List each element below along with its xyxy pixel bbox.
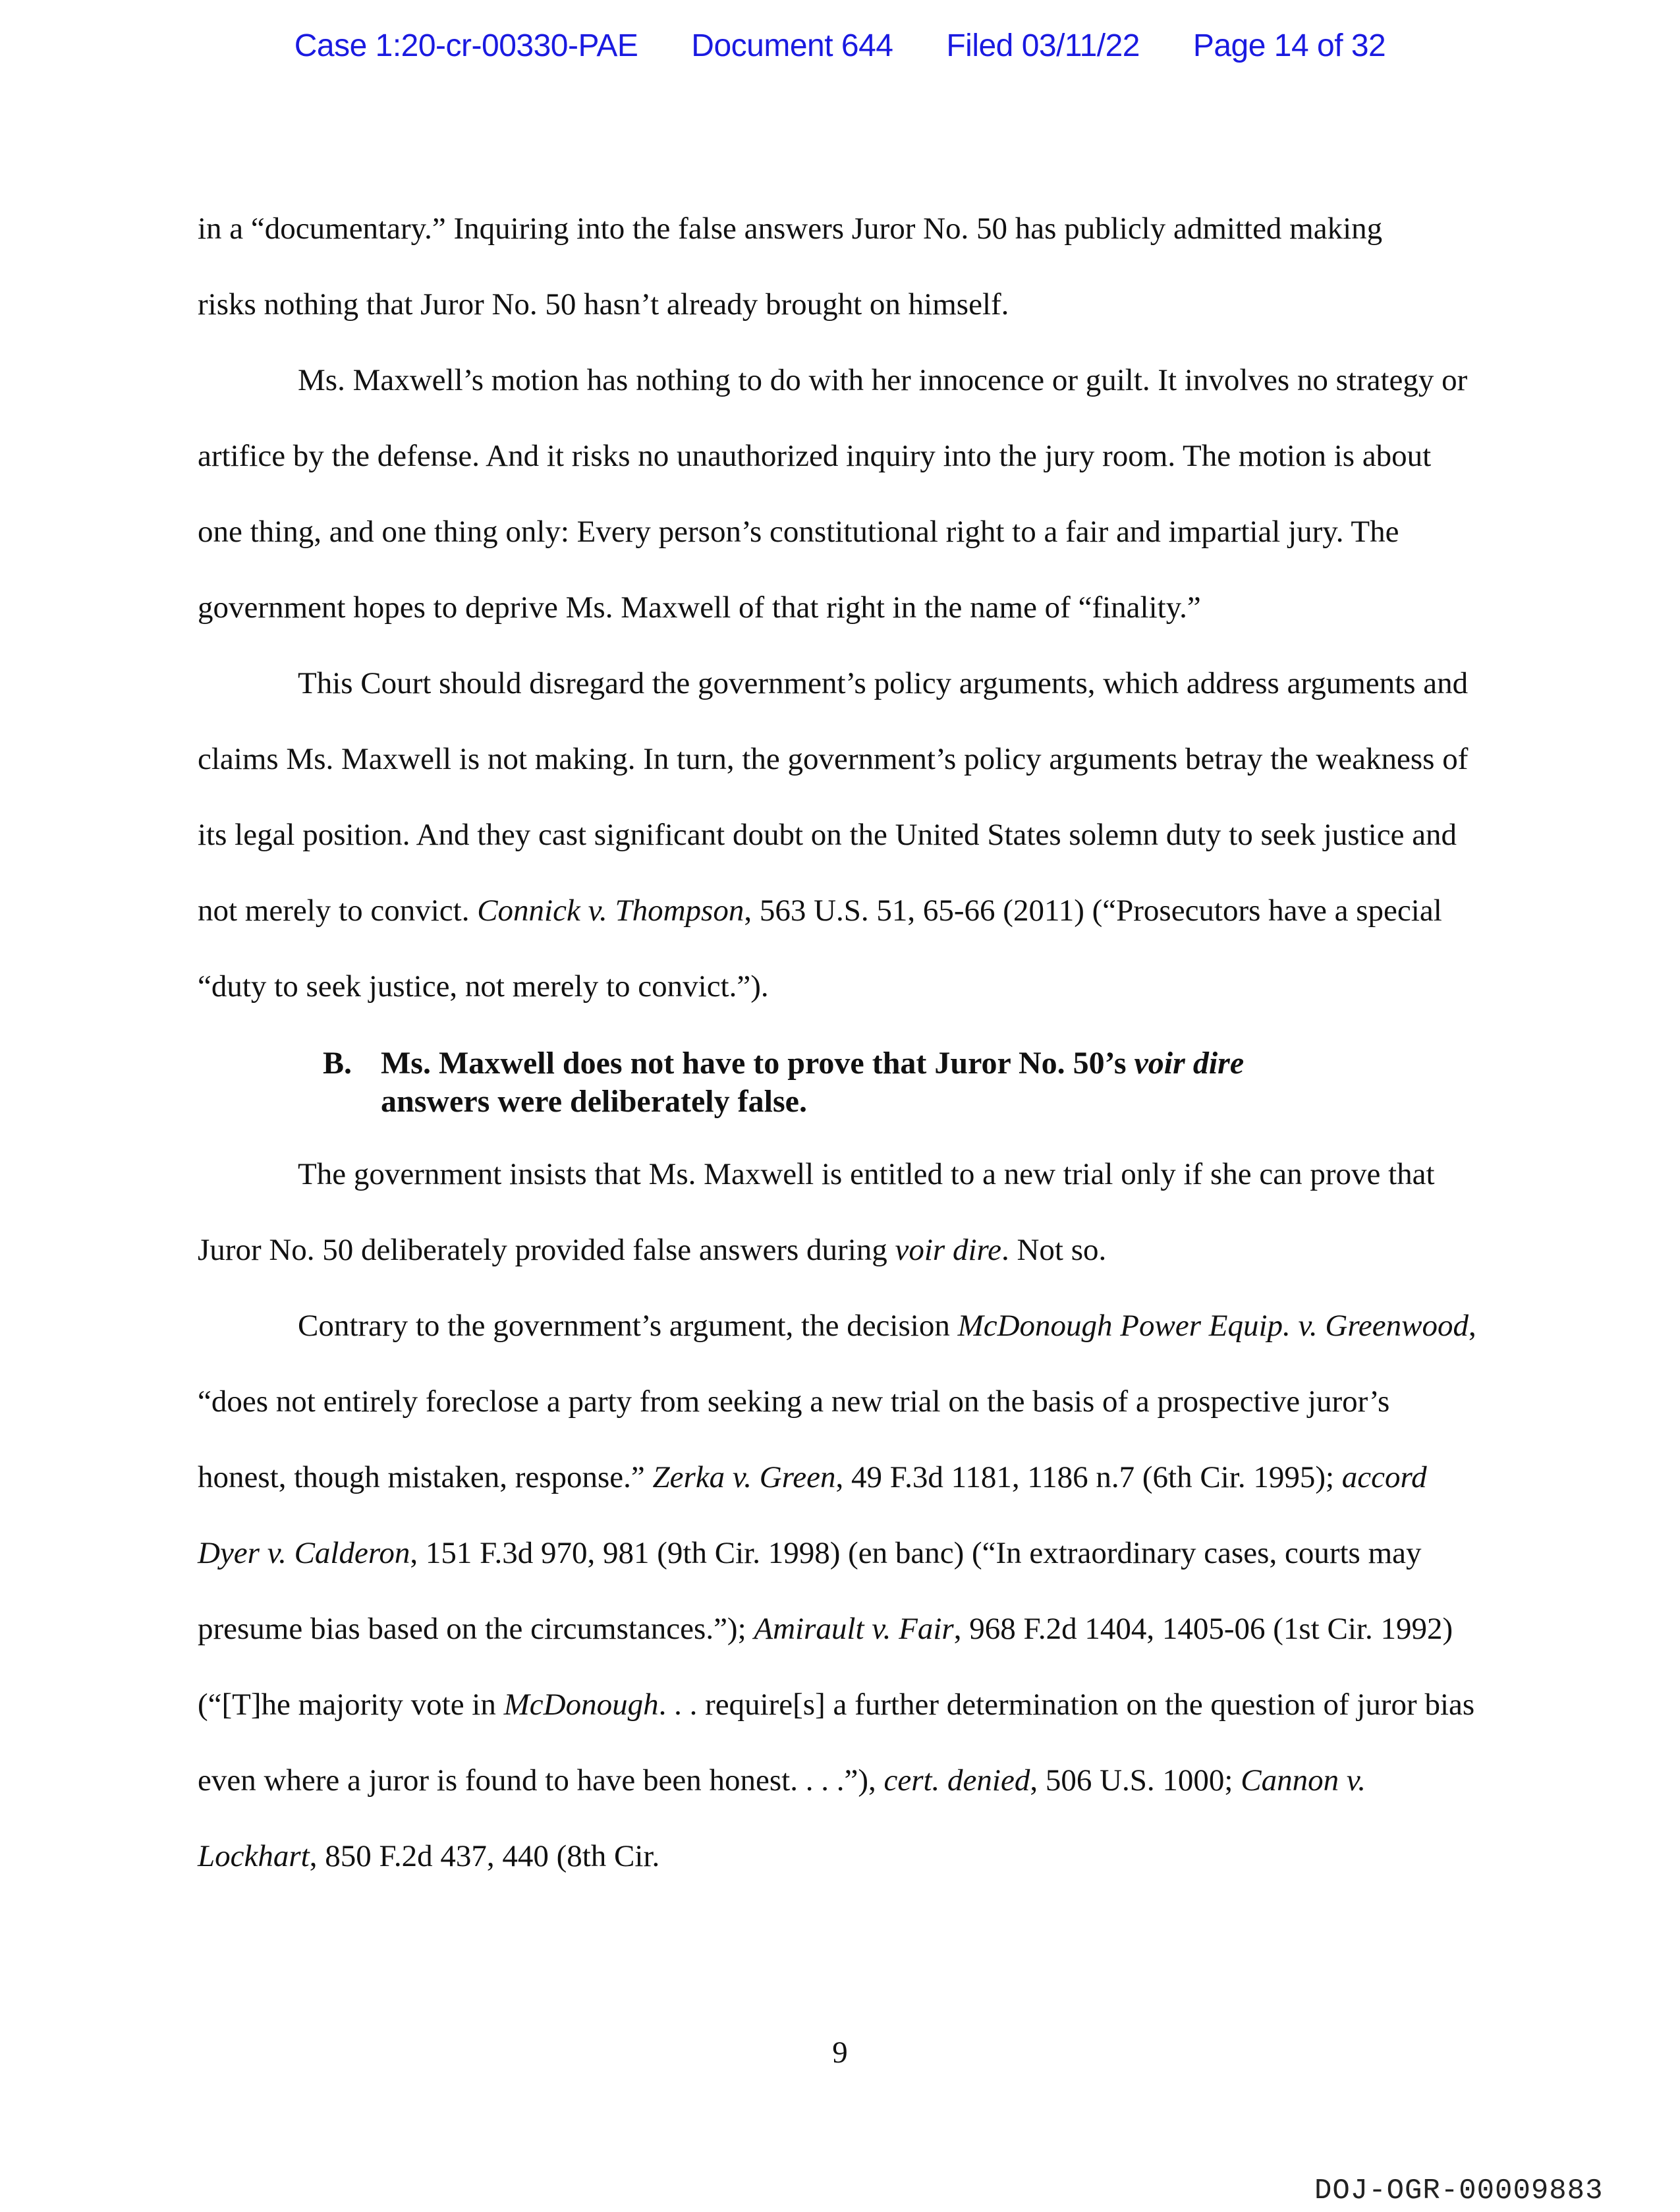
- page-indicator: Page 14 of 32: [1192, 28, 1386, 63]
- paragraph-motion: Ms. Maxwell’s motion has nothing to do with her innocence or guilt. It involves no strategy or artifice by the defense. And it risks no unauthorized inquiry into the jury room. The motion is about one thing, and one thing only: Every person’s constitutional right to a fair and impartial jury. The government hopes to deprive Ms. Maxwell of that right in the name of “finality.”: [198, 363, 1468, 625]
- case-header: [0, 28, 1680, 64]
- bates-stamp: DOJ-OGR-00009883: [1314, 2174, 1604, 2207]
- paragraph-contrary: Contrary to the government’s argument, the decision McDonough Power Equip. v. Greenwood, “does not entirely foreclose a party from seeking a new trial on the basis of a prospective juror’s honest, though mistaken, response.” Zerka v. Green, 49 F.3d 1181, 1186 n.7 (6th Cir. 1995); accord Dyer v. Calderon, 151 F.3d 970, 981 (9th Cir. 1998) (en banc) (“In extraordinary cases, courts may presume bias based on the circumstances.”); Amirault v. Fair, 968 F.2d 1404, 1405-06 (1st Cir. 1992) (“[T]he majority vote in McDonough. . . require[s] a further determination on the question of juror bias even where a juror is found to have been honest. . . .”), cert. denied, 506 U.S. 1000; Cannon v. Lockhart, 850 F.2d 437, 440 (8th Cir.: [198, 1309, 1476, 1873]
- paragraph-government-insists: The government insists that Ms. Maxwell is entitled to a new trial only if she can prove that Juror No. 50 deliberately provided false answers during voir dire. Not so.: [198, 1157, 1435, 1267]
- paragraph-policy: This Court should disregard the government’s policy arguments, which address arguments and claims Ms. Maxwell is not making. In turn, the government’s policy arguments betray the weakness of its legal position. And they cast significant doubt on the United States solemn duty to seek justice and not merely to convict. Connick v. Thompson, 563 U.S. 51, 65-66 (2011) (“Prosecutors have a special “duty to seek justice, not merely to convict.”).: [198, 666, 1469, 1004]
- heading-letter: B.: [323, 1046, 352, 1081]
- filed-date: Filed 03/11/22: [946, 28, 1140, 63]
- paragraph-continued: in a “documentary.” Inquiring into the false answers Juror No. 50 has publicly admitted making risks nothing that Juror No. 50 hasn’t already brought on himself.: [198, 212, 1383, 322]
- document-number: Document 644: [691, 28, 893, 63]
- page-number: 9: [832, 2035, 848, 2070]
- case-number: Case 1:20-cr-00330-PAE: [294, 28, 638, 63]
- case-citation: Connick v. Thompson: [477, 893, 744, 928]
- section-heading: B. Ms. Maxwell does not have to prove that Juror No. 50’s voir dire answers were deliberately false.: [323, 1046, 1245, 1119]
- document-body: [198, 191, 1482, 1894]
